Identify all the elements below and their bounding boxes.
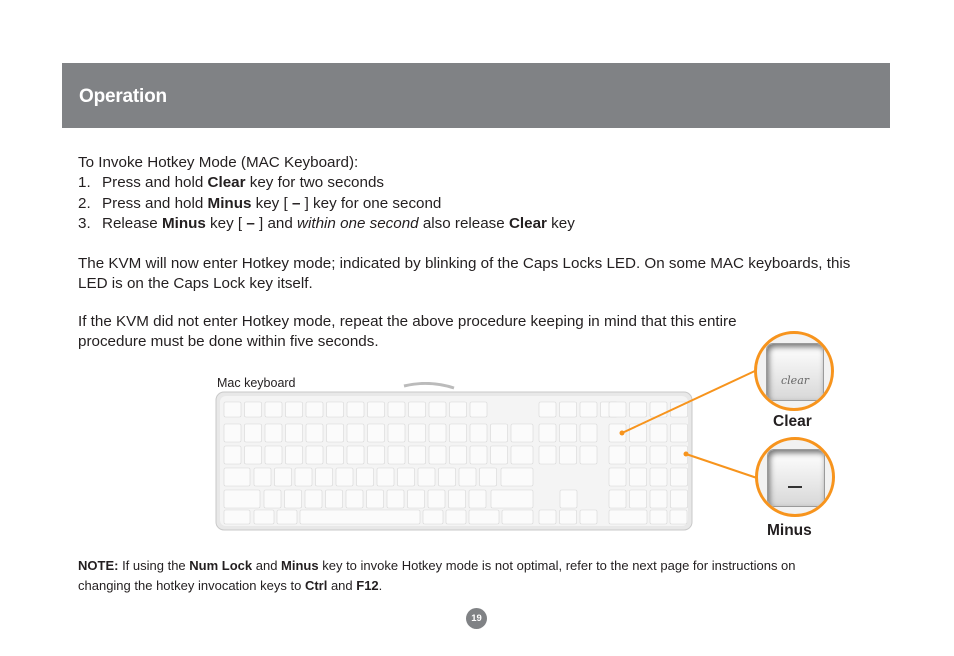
step-number: 2. (78, 194, 91, 212)
step-emphasis: within one second (297, 214, 419, 232)
minus-key-cap (768, 450, 824, 506)
step-text: key (546, 214, 575, 232)
step-number: 3. (78, 214, 91, 232)
step-symbol: – (246, 214, 255, 232)
clear-key-cap (767, 344, 823, 400)
note-key: Minus (281, 558, 319, 573)
page-number: 19 (466, 608, 487, 629)
note-key: F12 (356, 577, 379, 593)
note-block (78, 556, 838, 595)
note-key: Ctrl (304, 577, 328, 593)
step-text: ] key for one second (300, 194, 442, 212)
step-text: key for two seconds (245, 174, 384, 192)
note-text: . (378, 577, 383, 593)
minus-callout-line (686, 454, 757, 478)
step-text: also release (418, 214, 509, 232)
note-text: and (327, 577, 357, 593)
minus-key-label: Minus (767, 522, 812, 539)
step-symbol: – (291, 194, 301, 212)
paragraph-hotkey-mode: The KVM will now enter Hotkey mode; indicated by blinking of the Caps Locks LED. On some MAC keyboards, this LED is on the Caps Lock key itself. (78, 255, 851, 293)
intro-line: To Invoke Hotkey Mode (MAC Keyboard): (78, 154, 359, 171)
paragraph-retry: If the KVM did not enter Hotkey mode, repeat the above procedure keeping in mind that this entire procedure must be done within five seconds. (78, 313, 737, 351)
note-text: key to invoke Hotkey mode is not optimal, refer to the next page for instructions on changing the hotkey invocation keys to (78, 558, 796, 593)
step-text: ] and (254, 214, 298, 232)
section-title: Operation (79, 86, 167, 107)
step-key: Minus (161, 214, 206, 232)
note-label: NOTE: (78, 558, 119, 573)
clear-key-cap-label: clear (781, 374, 810, 387)
clear-key-callout (754, 331, 834, 411)
clear-key-label: Clear (773, 413, 812, 430)
step-text: key [ (205, 214, 247, 232)
step-number: 1. (78, 174, 91, 192)
note-key: Num Lock (189, 558, 253, 573)
step-text: Release (102, 214, 162, 232)
minus-symbol-icon (788, 486, 802, 488)
minus-key-callout (755, 437, 835, 517)
note-text: If using the (118, 558, 190, 573)
minus-callout-dot (684, 452, 689, 457)
keyboard-caption: Mac keyboard (217, 376, 296, 390)
clear-callout-dot (620, 431, 625, 436)
step-text: Press and hold (102, 174, 208, 192)
step-key: Clear (508, 214, 547, 232)
clear-callout-line (622, 370, 757, 433)
step-key: Minus (207, 194, 252, 212)
note-text: and (252, 558, 282, 573)
step-text: key [ (251, 194, 292, 212)
step-text: Press and hold (102, 194, 208, 212)
step-key: Clear (207, 174, 246, 192)
